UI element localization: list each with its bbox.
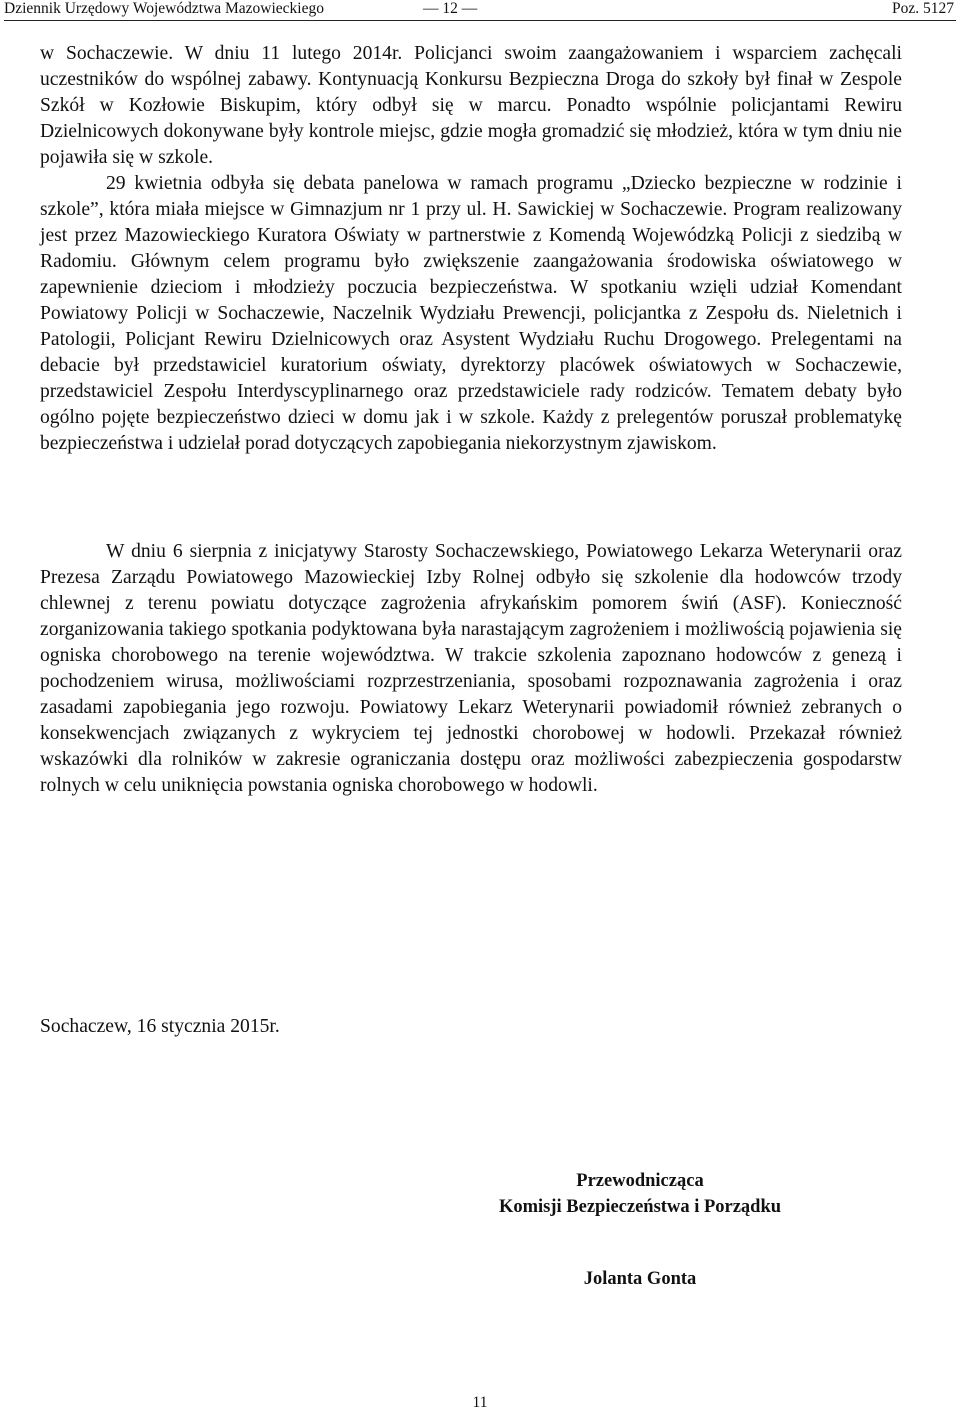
place-and-date: Sochaczew, 16 stycznia 2015r. bbox=[40, 1016, 280, 1037]
signature-name: Jolanta Gonta bbox=[583, 1269, 697, 1289]
paragraph-2: W dniu 6 sierpnia z inicjatywy Starosty Sochaczewskiego, Powiatowego Lekarza Weterynarii oraz Prezesa Zarządu Powiatowego Mazowieckiej Izby Rolnej odbyło się szkolenie dla hodowców trzody chlewnej z terenu powiatu dotyczące zagrożenia afrykańskim pomorem świń (ASF). Konieczność zorganizowania takiego spotkania podyktowana była narastającym zagrożeniem i możliwością pojawienia się ogniska chorobowego na terenie województwa. W trakcie szkolenia zapoznano hodowców z genezą i pochodzeniem wirusa, możliwościami rozprzestrzeniania, sposobami rozpoznawania zagrożenia i oraz zasadami zapobiegania jego rozwoju. Powiatowy Lekarz Weterynarii powiadomił również zebranych o konsekwencjach związanych z wykryciem tej jednostki chorobowej w hodowli. Przekazał również wskazówki dla rolników w zakresie ograniczania dostępu oraz możliwości zabezpieczenia gospodarstw rolnych w celu uniknięcia powstania ogniska chorobowego w hodowli. bbox=[40, 541, 902, 796]
page-header bbox=[4, 0, 956, 21]
header-page-number: — 12 — bbox=[423, 0, 478, 17]
journal-title: Dziennik Urzędowy Województwa Mazowieckiego bbox=[4, 0, 324, 17]
signature-title-line-1: Przewodnicząca bbox=[576, 1171, 704, 1191]
signature-title-line-2: Komisji Bezpieczeństwa i Porządku bbox=[498, 1197, 782, 1217]
paragraph-1-lead: w Sochaczewie. W dniu 11 lutego 2014r. Policjanci swoim zaangażowaniem i wsparciem zachęcali uczestników do wspólnej zabawy. Kontynuacją Konkursu Bezpieczna Droga do szkoły był finał w Zespole Szkół w Kozłowie Biskupim, który odbył się w marcu. Ponadto wspólnie policjantami Rewiru Dzielnicowych dokonywane były kontrole miejsc, gdzie mogła gromadzić się młodzież, która w tym dniu nie pojawiła się w szkole. bbox=[40, 43, 902, 168]
footer-page-number: 11 bbox=[472, 1394, 488, 1411]
paragraph-1-continuation: 29 kwietnia odbyła się debata panelowa w ramach programu „Dziecko bezpieczne w rodzinie i szkole”, która miała miejsce w Gimnazjum nr 1 przy ul. H. Sawickiej w Sochaczewie. Program realizowany jest przez Mazowieckiego Kuratora Oświaty w partnerstwie z Komendą Wojewódzką Policji z siedzibą w Radomiu. Głównym celem programu było zwiększenie zaangażowania środowiska oświatowego w zapewnienie dzieciom i młodzieży poczucia bezpieczeństwa. W spotkaniu wzięli udział Komendant Powiatowy Policji w Sochaczewie, Naczelnik Wydziału Prewencji, policjantka z Zespołu ds. Nieletnich i Patologii, Policjant Rewiru Dzielnicowych oraz Asystent Wydziału Ruchu Drogowego. Prelegentami na debacie był przedstawiciel kuratorium oświaty, dyrektorzy placówek oświatowych w Sochaczewie, przedstawiciel Zespołu Interdyscyplinarnego oraz przedstawiciele rady rodziców. Tematem debaty było ogólno pojęte bezpieczeństwo dzieci w domu jak i w szkole. Każdy z prelegentów poruszał problematykę bezpieczeństwa i udzielał porad dotyczących zapobiegania niekorzystnym zjawiskom. bbox=[40, 173, 902, 454]
position-number: Poz. 5127 bbox=[892, 0, 954, 17]
paragraph-1 bbox=[40, 41, 902, 457]
